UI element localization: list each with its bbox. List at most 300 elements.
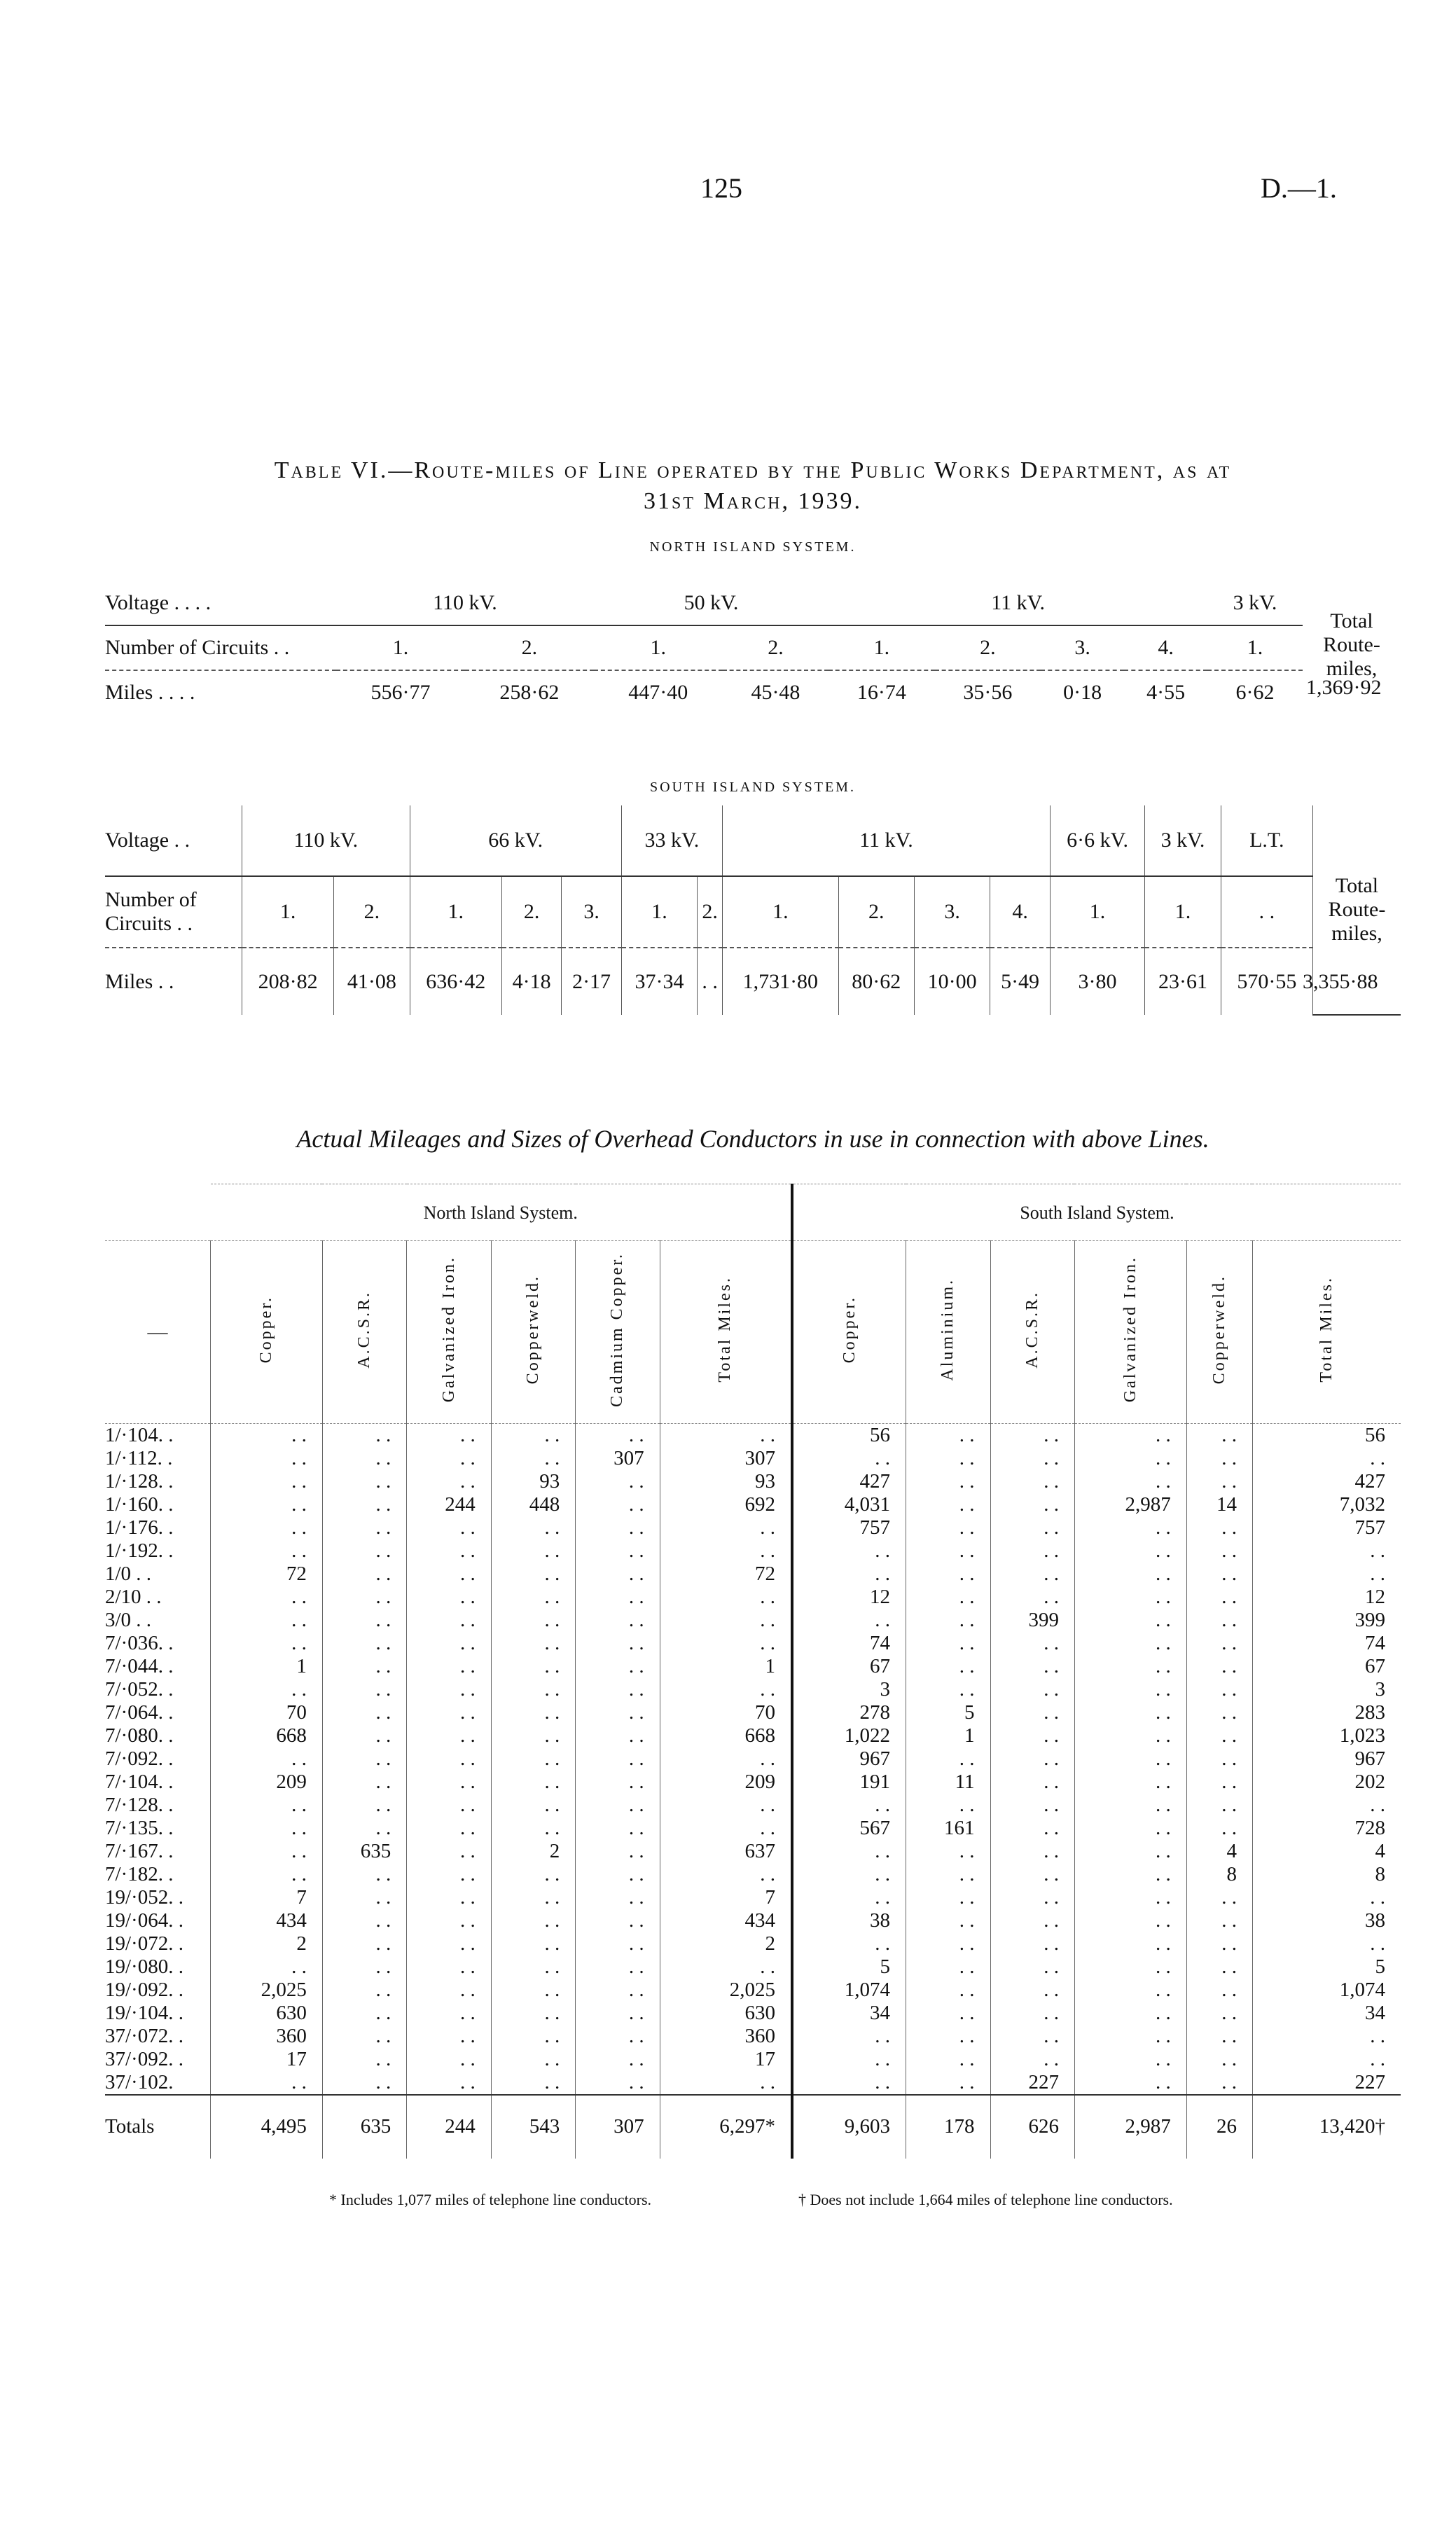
mileage-cell: . . xyxy=(990,1470,1074,1493)
mileage-cell: . . xyxy=(576,1771,660,1794)
mileage-cell: . . xyxy=(1252,1563,1401,1586)
mileage-cell: . . xyxy=(576,2025,660,2048)
miles-value: . . xyxy=(698,948,723,1015)
column-header xyxy=(491,1241,575,1424)
mileage-cell: . . xyxy=(660,1794,792,1817)
voltage-3kv: 3 kV. xyxy=(1145,805,1221,876)
mileage-cell: 757 xyxy=(792,1516,906,1539)
mileage-cell: 12 xyxy=(1252,1586,1401,1609)
circuit-count: 3. xyxy=(562,876,621,948)
mileage-cell: . . xyxy=(792,2048,906,2071)
conductor-size: 7/·167. . xyxy=(105,1839,174,1862)
mileage-cell: . . xyxy=(792,1886,906,1909)
mileage-cell: . . xyxy=(1074,1447,1186,1470)
mileage-cell: . . xyxy=(1186,1932,1252,1955)
mileage-cell: . . xyxy=(990,1840,1074,1863)
mileage-cell: . . xyxy=(906,1909,990,1932)
mileage-cell: 70 xyxy=(211,1701,323,1724)
total-cell: 26 xyxy=(1186,2095,1252,2159)
miles-value: 556·77 xyxy=(370,681,431,704)
mileage-cell: . . xyxy=(792,1563,906,1586)
mileage-cell: . . xyxy=(211,1516,323,1539)
mileage-cell: . . xyxy=(322,1979,406,2002)
mileage-cell: . . xyxy=(1252,1794,1401,1817)
mileage-cell: . . xyxy=(211,1840,323,1863)
total-route-miles-label: Total Route-miles, xyxy=(1323,609,1380,680)
north-island-group-header: North Island System. xyxy=(211,1184,792,1241)
mileage-cell: 5 xyxy=(792,1955,906,1979)
mileage-cell: 74 xyxy=(1252,1632,1401,1655)
mileage-cell: . . xyxy=(906,2002,990,2025)
mileage-cell: 3 xyxy=(792,1678,906,1701)
mileage-cell: 278 xyxy=(792,1701,906,1724)
mileage-cell: . . xyxy=(491,1424,575,1447)
mileage-cell: . . xyxy=(576,1655,660,1678)
table-row xyxy=(105,1655,1401,1678)
miles-value: 16·74 xyxy=(857,681,906,704)
circuit-count: 1. xyxy=(828,625,934,670)
column-header-label: A.C.S.R. xyxy=(1022,1290,1041,1369)
column-header xyxy=(1074,1241,1186,1424)
mileage-cell: . . xyxy=(990,1771,1074,1794)
mileage-cell: . . xyxy=(576,1932,660,1955)
mileage-cell: 728 xyxy=(1252,1817,1401,1840)
conductor-size: 7/·052. . xyxy=(105,1677,174,1701)
mileage-cell: 202 xyxy=(1252,1771,1401,1794)
mileage-cell: . . xyxy=(211,2071,323,2095)
mileage-cell: . . xyxy=(491,2071,575,2095)
south-island-heading: SOUTH ISLAND SYSTEM. xyxy=(650,780,856,795)
mileage-cell: . . xyxy=(211,1747,323,1771)
mileage-cell: . . xyxy=(322,1655,406,1678)
mileage-cell: . . xyxy=(1074,2048,1186,2071)
mileage-cell: . . xyxy=(322,1817,406,1840)
table-row xyxy=(105,1539,1401,1563)
mileage-cell: . . xyxy=(491,1701,575,1724)
mileage-cell: . . xyxy=(407,1470,491,1493)
mileage-cell: . . xyxy=(322,1909,406,1932)
mileage-cell: 399 xyxy=(990,1609,1074,1632)
conductor-size: 7/·128. . xyxy=(105,1793,174,1816)
mileage-cell: . . xyxy=(576,1586,660,1609)
circuit-count: 4. xyxy=(990,876,1050,948)
mileage-cell: . . xyxy=(491,1932,575,1955)
mileage-cell: . . xyxy=(211,1955,323,1979)
mileage-cell: . . xyxy=(576,2048,660,2071)
mileage-cell: 427 xyxy=(792,1470,906,1493)
conductor-size: 1/·128. . xyxy=(105,1469,174,1493)
mileage-cell: 637 xyxy=(660,1840,792,1863)
mileage-cell: . . xyxy=(407,2048,491,2071)
table-row xyxy=(105,1724,1401,1747)
mileage-cell: 38 xyxy=(792,1909,906,1932)
table-row xyxy=(105,2002,1401,2025)
miles-value: 37·34 xyxy=(621,948,697,1015)
table-row xyxy=(105,1747,1401,1771)
mileage-cell: . . xyxy=(660,1678,792,1701)
mileage-cell: . . xyxy=(1252,1932,1401,1955)
mileage-cell: . . xyxy=(407,1539,491,1563)
conductor-size: 19/·104. . xyxy=(105,2001,183,2024)
mileage-cell: . . xyxy=(491,1909,575,1932)
table-row xyxy=(105,1771,1401,1794)
mileage-cell: 434 xyxy=(660,1909,792,1932)
mileage-cell: . . xyxy=(906,1794,990,1817)
conductor-size: 19/·052. . xyxy=(105,1885,183,1909)
total-cell: 244 xyxy=(407,2095,491,2159)
miles-value: 45·48 xyxy=(751,681,800,704)
mileage-cell: . . xyxy=(660,1586,792,1609)
column-header xyxy=(906,1241,990,1424)
conductor-size: 1/·176. . xyxy=(105,1516,174,1539)
table-row xyxy=(105,1840,1401,1863)
mileage-cell: . . xyxy=(1074,1678,1186,1701)
table-title-line1: Table VI.—Route-miles of Line operated by the Public Works Department, as at xyxy=(274,457,1232,483)
mileage-cell: . . xyxy=(576,1724,660,1747)
mileage-cell: . . xyxy=(322,1771,406,1794)
circuit-count: 2. xyxy=(465,625,594,670)
mileage-cell: . . xyxy=(407,2025,491,2048)
mileage-cell: 283 xyxy=(1252,1701,1401,1724)
mileage-cell: . . xyxy=(1074,1470,1186,1493)
mileage-cell: 1,022 xyxy=(792,1724,906,1747)
mileage-cell: 34 xyxy=(792,2002,906,2025)
mileage-cell: . . xyxy=(990,1747,1074,1771)
mileage-cell: . . xyxy=(1186,1886,1252,1909)
mileage-cell: . . xyxy=(990,1586,1074,1609)
table-row xyxy=(105,1817,1401,1840)
miles-value: 208·82 xyxy=(242,948,334,1015)
mileage-cell: . . xyxy=(407,1886,491,1909)
column-header xyxy=(576,1241,660,1424)
mileage-cell: . . xyxy=(576,1609,660,1632)
mileage-cell: . . xyxy=(407,1424,491,1447)
mileage-cell: . . xyxy=(1074,2025,1186,2048)
mileage-cell: . . xyxy=(906,1493,990,1516)
mileage-cell: 668 xyxy=(211,1724,323,1747)
mileage-cell: . . xyxy=(1074,1724,1186,1747)
mileage-cell: 17 xyxy=(660,2048,792,2071)
mileage-cell: 7 xyxy=(211,1886,323,1909)
mileage-cell: . . xyxy=(660,2071,792,2095)
mileage-cell: 67 xyxy=(792,1655,906,1678)
mileage-cell: 668 xyxy=(660,1724,792,1747)
mileage-cell: . . xyxy=(491,1747,575,1771)
circuit-count: 2. xyxy=(838,876,914,948)
mileage-cell: . . xyxy=(407,1609,491,1632)
circuit-count: . . xyxy=(1221,876,1312,948)
mileage-cell: 72 xyxy=(211,1563,323,1586)
column-header xyxy=(322,1241,406,1424)
table-row xyxy=(105,1932,1401,1955)
mileage-cell: . . xyxy=(211,1632,323,1655)
table-row xyxy=(105,1609,1401,1632)
total-cell: 9,603 xyxy=(792,2095,906,2159)
conductor-size: 1/·104. . xyxy=(105,1423,174,1446)
mileage-cell: . . xyxy=(322,2002,406,2025)
mileage-cell: . . xyxy=(792,1932,906,1955)
mileage-cell: 56 xyxy=(1252,1424,1401,1447)
miles-value: 10·00 xyxy=(914,948,990,1015)
mileage-cell: . . xyxy=(211,1609,323,1632)
circuit-count: 1. xyxy=(410,876,501,948)
miles-value: 3·80 xyxy=(1050,948,1145,1015)
mileage-cell: . . xyxy=(1186,1979,1252,2002)
mileage-cell: . . xyxy=(990,1678,1074,1701)
mileage-cell: . . xyxy=(990,1701,1074,1724)
mileage-cell: . . xyxy=(906,1447,990,1470)
table-row xyxy=(105,1447,1401,1470)
mileage-cell: 307 xyxy=(576,1447,660,1470)
circuit-count: 1. xyxy=(723,876,839,948)
mileage-cell: 56 xyxy=(792,1424,906,1447)
totals-label: Totals xyxy=(105,2095,211,2159)
miles-value: 258·62 xyxy=(499,681,560,704)
blank-cell xyxy=(105,1184,211,1241)
mileage-cell: . . xyxy=(407,1817,491,1840)
total-cell: 626 xyxy=(990,2095,1074,2159)
total-cell: 635 xyxy=(322,2095,406,2159)
mileage-cell: . . xyxy=(1186,2002,1252,2025)
column-header-label: Copperweld. xyxy=(1209,1274,1228,1385)
mileage-cell: . . xyxy=(792,1539,906,1563)
mileage-cell: . . xyxy=(660,1424,792,1447)
mileage-cell: 967 xyxy=(1252,1747,1401,1771)
mileage-cell: 692 xyxy=(660,1493,792,1516)
circuit-count: 1. xyxy=(1050,876,1145,948)
mileage-cell: . . xyxy=(906,1840,990,1863)
mileage-cell: 161 xyxy=(906,1817,990,1840)
voltage-label: Voltage . . xyxy=(105,805,242,876)
circuit-count: 2. xyxy=(723,625,828,670)
column-header-label: Aluminium. xyxy=(938,1278,957,1381)
mileage-cell: . . xyxy=(322,1863,406,1886)
mileage-cell: . . xyxy=(491,1563,575,1586)
total-cell: 307 xyxy=(576,2095,660,2159)
mileage-cell: 244 xyxy=(407,1493,491,1516)
mileage-cell: . . xyxy=(792,1863,906,1886)
mileage-cell: . . xyxy=(990,1932,1074,1955)
mileage-cell: . . xyxy=(660,1516,792,1539)
mileage-cell: 8 xyxy=(1252,1863,1401,1886)
voltage-33kv: 33 kV. xyxy=(621,805,722,876)
mileage-cell: . . xyxy=(491,1632,575,1655)
size-header: — xyxy=(105,1241,211,1424)
table-row xyxy=(105,1493,1401,1516)
mileage-cell: . . xyxy=(906,1632,990,1655)
north-island-heading: NORTH ISLAND SYSTEM. xyxy=(649,539,857,555)
mileage-cell: . . xyxy=(407,1701,491,1724)
mileage-cell: . . xyxy=(1186,1447,1252,1470)
mileage-cell: . . xyxy=(1186,1539,1252,1563)
mileage-cell: . . xyxy=(211,1493,323,1516)
circuit-count: 3. xyxy=(1041,625,1124,670)
mileage-cell: 209 xyxy=(660,1771,792,1794)
mileage-cell: . . xyxy=(1074,1886,1186,1909)
conductor-size: 7/·092. . xyxy=(105,1747,174,1770)
mileage-cell: . . xyxy=(576,1424,660,1447)
mileage-cell: . . xyxy=(1074,2071,1186,2095)
conductor-size: 19/·064. . xyxy=(105,1909,183,1932)
mileage-cell: . . xyxy=(990,1632,1074,1655)
mileage-cell: 93 xyxy=(660,1470,792,1493)
mileage-cell: 2 xyxy=(211,1932,323,1955)
miles-value: 636·42 xyxy=(410,948,501,1015)
total-cell: 13,420† xyxy=(1252,2095,1401,2159)
mileage-cell: . . xyxy=(407,1632,491,1655)
mileage-cell: 4,031 xyxy=(792,1493,906,1516)
table-row xyxy=(105,1794,1401,1817)
mileage-cell: . . xyxy=(1186,1470,1252,1493)
mileage-cell: . . xyxy=(906,1932,990,1955)
mileage-cell: . . xyxy=(407,1979,491,2002)
mileage-cell: . . xyxy=(990,1655,1074,1678)
page-number: 125 xyxy=(700,172,742,204)
mileage-cell: . . xyxy=(322,1563,406,1586)
mileage-cell: 70 xyxy=(660,1701,792,1724)
mileage-cell: . . xyxy=(1074,2002,1186,2025)
mileage-cell: . . xyxy=(990,1909,1074,1932)
mileage-cell: . . xyxy=(491,1863,575,1886)
mileage-cell: . . xyxy=(576,1794,660,1817)
mileage-cell: . . xyxy=(1074,1863,1186,1886)
mileage-cell: . . xyxy=(906,1979,990,2002)
mileage-cell: . . xyxy=(211,1678,323,1701)
table-row xyxy=(105,1516,1401,1539)
mileage-cell: . . xyxy=(407,1724,491,1747)
table-row xyxy=(105,1886,1401,1909)
mileage-cell: 3 xyxy=(1252,1678,1401,1701)
mileage-cell: 8 xyxy=(1186,1863,1252,1886)
mileage-cell: . . xyxy=(407,1747,491,1771)
voltage-11kv: 11 kV. xyxy=(828,581,1207,625)
mileage-cell: . . xyxy=(1186,1747,1252,1771)
mileage-cell: 34 xyxy=(1252,2002,1401,2025)
mileage-cell: . . xyxy=(491,1955,575,1979)
miles-value: 570·55 xyxy=(1221,948,1312,1015)
conductor-size: 7/·036. . xyxy=(105,1631,174,1654)
table-row xyxy=(105,1701,1401,1724)
mileage-cell: 360 xyxy=(211,2025,323,2048)
mileage-cell: . . xyxy=(1074,1771,1186,1794)
column-header-label: Total Miles. xyxy=(716,1276,735,1383)
circuits-label: Number of Circuits . . xyxy=(105,876,242,948)
table-row xyxy=(105,1586,1401,1609)
conductor-size: 2/10 . . xyxy=(105,1585,162,1608)
mileage-cell: . . xyxy=(1186,1955,1252,1979)
total-cell: 543 xyxy=(491,2095,575,2159)
mileage-cell: . . xyxy=(576,1493,660,1516)
mileage-cell: . . xyxy=(990,1955,1074,1979)
mileage-cell: . . xyxy=(1074,1539,1186,1563)
mileage-cell: 2,987 xyxy=(1074,1493,1186,1516)
miles-value: 41·08 xyxy=(334,948,410,1015)
mileage-cell: 1 xyxy=(660,1655,792,1678)
mileage-cell: . . xyxy=(407,2071,491,2095)
table-row xyxy=(105,1470,1401,1493)
mileage-cell: . . xyxy=(407,1655,491,1678)
mileage-cell: . . xyxy=(322,1609,406,1632)
mileage-cell: . . xyxy=(322,2071,406,2095)
mileage-cell: . . xyxy=(1186,2071,1252,2095)
mileage-cell: . . xyxy=(576,1886,660,1909)
mileage-cell: 72 xyxy=(660,1563,792,1586)
mileage-cell: . . xyxy=(1252,1886,1401,1909)
north-total-miles: 1,369·92 xyxy=(1306,676,1382,699)
mileage-cell: . . xyxy=(407,1863,491,1886)
page-reference: D.—1. xyxy=(1261,172,1337,204)
conductor-size: 7/·044. . xyxy=(105,1654,174,1677)
voltage-6-6kv: 6·6 kV. xyxy=(1050,805,1145,876)
mileage-cell: . . xyxy=(1074,1516,1186,1539)
mileage-cell: . . xyxy=(906,1563,990,1586)
miles-value: 4·18 xyxy=(501,948,561,1015)
mileage-cell: . . xyxy=(660,1632,792,1655)
conductor-size: 19/·092. . xyxy=(105,1978,183,2001)
mileage-cell: . . xyxy=(1186,2025,1252,2048)
mileage-cell: . . xyxy=(322,2048,406,2071)
totals-row xyxy=(105,2095,1401,2159)
mileage-cell: . . xyxy=(792,2071,906,2095)
mileage-cell: 11 xyxy=(906,1771,990,1794)
mileage-cell: . . xyxy=(1186,1609,1252,1632)
mileage-cell: . . xyxy=(1074,1817,1186,1840)
mileage-cell: . . xyxy=(407,1840,491,1863)
mileage-cell: . . xyxy=(211,1817,323,1840)
mileage-cell: . . xyxy=(491,1609,575,1632)
column-header-label: Copperweld. xyxy=(523,1274,542,1385)
mileage-cell: . . xyxy=(211,1794,323,1817)
mileage-cell: . . xyxy=(407,1516,491,1539)
mileage-cell: . . xyxy=(792,2025,906,2048)
mileage-cell: 967 xyxy=(792,1747,906,1771)
mileage-cell: 635 xyxy=(322,1840,406,1863)
mileage-cell: . . xyxy=(407,1932,491,1955)
circuits-label: Number of Circuits . . xyxy=(105,625,336,670)
mileage-cell: 2,025 xyxy=(660,1979,792,2002)
mileage-cell: . . xyxy=(407,1909,491,1932)
conductor-size: 1/·192. . xyxy=(105,1539,174,1562)
mileage-cell: . . xyxy=(1186,1586,1252,1609)
circuit-count: 1. xyxy=(1145,876,1221,948)
column-header-label: A.C.S.R. xyxy=(355,1290,374,1369)
mileage-cell: . . xyxy=(1074,1586,1186,1609)
table-row xyxy=(105,1678,1401,1701)
mileage-cell: . . xyxy=(576,1909,660,1932)
mileage-cell: . . xyxy=(660,1863,792,1886)
mileage-cell: . . xyxy=(322,1516,406,1539)
mileage-cell: . . xyxy=(211,1470,323,1493)
column-header-label: Galvanized Iron. xyxy=(439,1256,458,1403)
mileage-cell: . . xyxy=(576,1539,660,1563)
mileage-cell: . . xyxy=(660,1539,792,1563)
mileage-cell: . . xyxy=(576,1632,660,1655)
circuit-count: 2. xyxy=(334,876,410,948)
mileage-cell: . . xyxy=(1252,1539,1401,1563)
mileage-cell: 1 xyxy=(211,1655,323,1678)
column-header xyxy=(407,1241,491,1424)
mileage-cell: . . xyxy=(792,1609,906,1632)
miles-label: Miles . . . . xyxy=(105,681,195,704)
mileage-cell: . . xyxy=(322,1447,406,1470)
mileage-cell: 38 xyxy=(1252,1909,1401,1932)
south-island-route-table xyxy=(105,805,1401,1016)
mileage-cell: . . xyxy=(906,1955,990,1979)
mileage-cell: . . xyxy=(407,1586,491,1609)
mileage-cell: . . xyxy=(906,2048,990,2071)
mileage-cell: 567 xyxy=(792,1817,906,1840)
mileage-cell: 757 xyxy=(1252,1516,1401,1539)
